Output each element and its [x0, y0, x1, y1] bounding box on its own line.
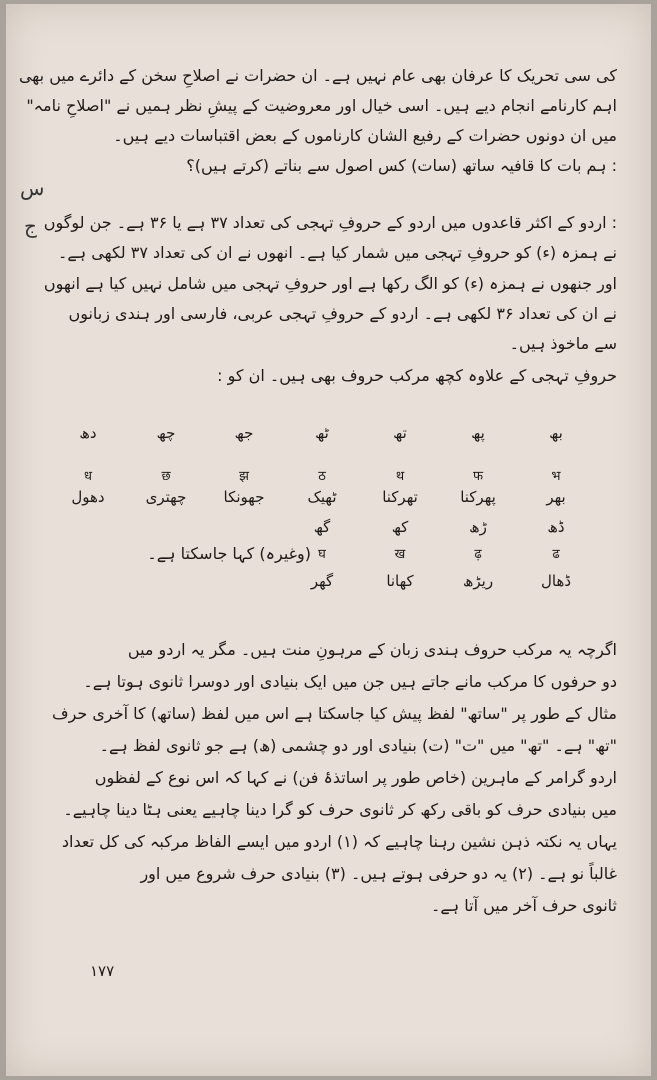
- table-cell: घ: [318, 547, 326, 562]
- table-cell: ठ: [318, 469, 326, 484]
- text-line: نے ان کی تعداد ۳۶ لکھی ہے۔ اردو کے حروفِ تہجی عربی، فارسی اور ہندی زبانوں: [68, 304, 617, 323]
- table-cell: کھانا: [386, 572, 414, 590]
- table-cell: ढ: [552, 547, 560, 562]
- table-cell: फ: [472, 469, 484, 484]
- table-cell: ڑھ: [469, 518, 487, 536]
- table-cell: भ: [551, 469, 561, 484]
- table-cell: ध: [84, 469, 92, 484]
- table-cell: بھر: [546, 488, 566, 506]
- document-page: [6, 4, 651, 1076]
- text-line: مثال کے طور پر "ساتھ" لفظ پیش کیا جاسکتا ہے اس میں لفظ (ساتھ) کا آخری حرف: [52, 704, 617, 723]
- table-cell: थ: [395, 469, 405, 484]
- text-line: غالباً نو ہے۔ (۲) یہ دو حرفی ہوتے ہیں۔ (۳) بنیادی حرف شروع میں اور: [140, 864, 617, 883]
- text-line: حروفِ تہجی کے علاوہ کچھ مرکب حروف بھی ہیں۔ ان کو :: [217, 366, 617, 385]
- text-line: "تھ" ہے۔ "تھ" میں "ت" (ت) بنیادی اور دو چشمی (ھ) ہے جو ثانوی لفظ ہے۔: [99, 736, 617, 755]
- text-line: نے ہمزہ (ء) کو حروفِ تہجی میں شمار کیا ہے۔ انھوں نے ان کی تعداد ۳۷ لکھی ہے۔: [58, 243, 617, 262]
- table-cell: چھ: [156, 424, 176, 442]
- table-cell: دھ: [79, 424, 97, 442]
- table-cell: پھ: [471, 424, 485, 442]
- text-line: اہم کارنامے انجام دیے ہیں۔ اسی خیال اور معروضیت کے پیشِ نظر ہمیں نے "اصلاحِ نامہ": [26, 96, 617, 115]
- table-cell: گھر: [310, 572, 334, 590]
- table-cell: ڈھال: [540, 572, 572, 590]
- table-cell: झ: [239, 469, 249, 484]
- table-cell: جھونکا: [223, 488, 265, 506]
- text-line: سے ماخوذ ہیں۔: [509, 334, 617, 353]
- table-cell: کھ: [391, 518, 409, 536]
- table-cell: جھ: [234, 424, 254, 442]
- text-line: اردو گرامر کے ماہرین (خاص طور پر اساتذۂ فن) نے کہا کہ اس نوع کے لفظوں: [94, 768, 617, 787]
- text-line: میں ان دونوں حضرات کے رفیع الشان کارناموں کے بعض اقتباسات دیے ہیں۔: [113, 126, 617, 145]
- table-cell: دھول: [71, 488, 105, 506]
- table-cell: بھ: [549, 424, 563, 442]
- table-cell: ढ़: [474, 547, 482, 562]
- text-line: کی سی تحریک کا عرفان بھی عام نہیں ہے۔ ان حضرات نے اصلاحِ سخن کے دائرے میں بھی: [18, 66, 617, 85]
- table-cell: ڈھ: [547, 518, 565, 536]
- etc-note: (وغیرہ) کہا جاسکتا ہے۔: [147, 544, 311, 563]
- text-line: یہاں یہ نکتہ ذہن نشین رہنا چاہیے کہ (۱) اردو میں ایسے الفاظ مرکبہ کی کل تعداد: [61, 832, 617, 851]
- table-cell: پھرکنا: [460, 488, 496, 506]
- table-cell: ریڑھ: [462, 572, 494, 590]
- text-line: اگرچہ یہ مرکب حروف ہندی زبان کے مرہونِ منت ہیں۔ مگر یہ اردو میں: [127, 640, 617, 659]
- margin-answer-mark: ج: [24, 214, 37, 238]
- table-cell: ٹھ: [315, 424, 329, 442]
- table-cell: ٹھیک: [307, 488, 337, 506]
- text-line: اور جنھوں نے ہمزہ (ء) کو الگ رکھا ہے اور حروفِ تہجی میں شامل نہیں کیا ہے انھوں: [43, 274, 617, 293]
- margin-question-mark: س: [20, 176, 45, 200]
- text-line: : اردو کے اکثر قاعدوں میں اردو کے حروفِ تہجی کی تعداد ۳۷ ہے یا ۳۶ ہے۔ جن لوگوں: [43, 213, 617, 232]
- table-cell: چھتری: [145, 488, 187, 506]
- text-line: : ہم بات کا قافیہ ساتھ (سات) کس اصول سے بناتے (کرتے ہیں)؟: [186, 156, 617, 175]
- text-line: دو حرفوں کا مرکب مانے جاتے ہیں جن میں ایک بنیادی اور دوسرا ثانوی ہوتا ہے۔: [83, 672, 617, 691]
- table-cell: تھرکنا: [382, 488, 418, 506]
- text-line: میں بنیادی حرف کو باقی رکھ کر ثانوی حرف کو گرا دینا چاہیے یعنی ہٹا دینا چاہیے۔: [63, 800, 617, 819]
- table-cell: گھ: [313, 518, 331, 536]
- text-line: ثانوی حرف آخر میں آتا ہے۔: [431, 896, 617, 915]
- table-cell: ख: [394, 547, 406, 562]
- table-cell: छ: [161, 469, 171, 484]
- page-number: ۱۷۷: [90, 962, 115, 980]
- table-cell: تھ: [393, 424, 407, 442]
